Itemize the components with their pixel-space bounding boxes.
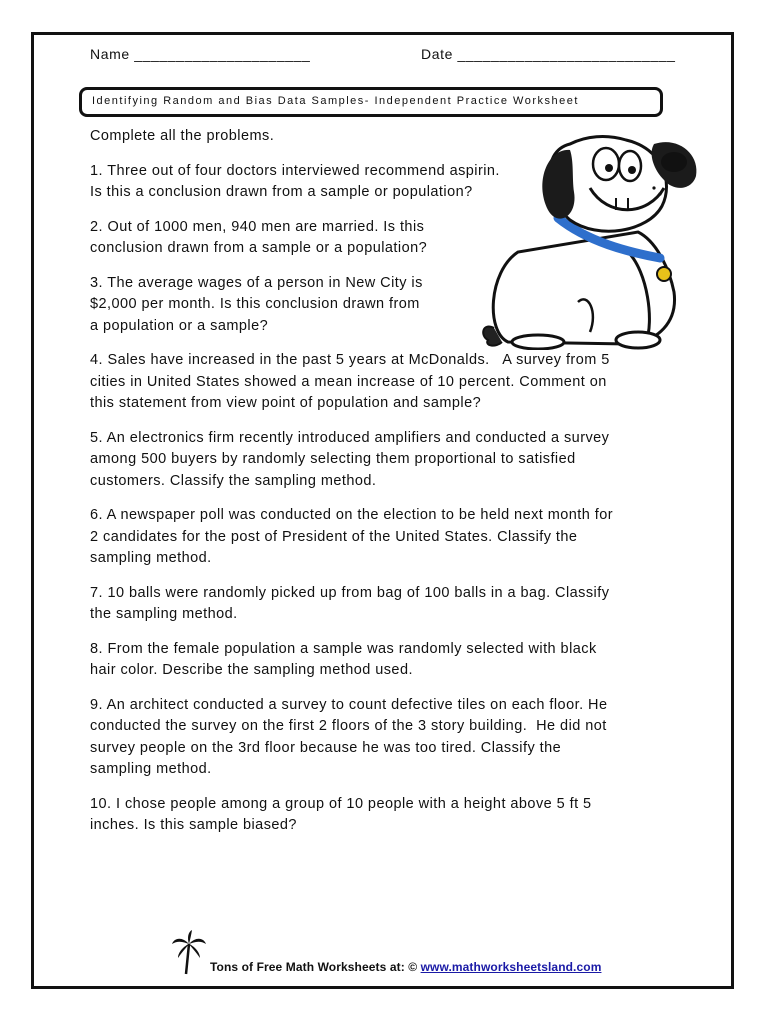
date-field [421, 46, 676, 62]
name-label: Name [90, 46, 130, 62]
problem-line: the sampling method. [90, 606, 238, 622]
problem-line: 2. Out of 1000 men, 940 men are married. Is this [90, 218, 425, 235]
problem-line: 9. An architect conducted a survey to count defective tiles on each floor. He [90, 696, 608, 713]
problem-line: $2,000 per month. Is this conclusion drawn from [90, 296, 420, 312]
footer-label: Tons of Free Math Worksheets at: © [210, 960, 421, 974]
problem-line: inches. Is this sample biased? [90, 817, 297, 833]
problem-line: conducted the survey on the first 2 floors of the 3 story building. He did not [90, 718, 607, 734]
name-field [90, 46, 310, 62]
problem-line: 4. Sales have increased in the past 5 years at McDonalds. A survey from 5 [90, 352, 610, 368]
footer-text [210, 960, 601, 974]
problem-line: among 500 buyers by randomly selecting them proportional to satisfied [90, 451, 576, 467]
problem-line: cities in United States showed a mean increase of 10 percent. Comment on [90, 373, 607, 390]
problem-line: sampling method. [90, 550, 212, 566]
problem-8 [90, 639, 680, 682]
problem-2 [90, 217, 475, 260]
problem-line: conclusion drawn from a sample or a population? [90, 240, 428, 256]
instructions: Complete all the problems. [90, 128, 275, 144]
problem-9 [90, 695, 680, 781]
problem-3 [90, 273, 475, 338]
problem-line: this statement from view point of population and sample? [90, 395, 482, 411]
problem-line: 6. A newspaper poll was conducted on the election to be held next month for [90, 507, 614, 523]
problem-line: 7. 10 balls were randomly picked up from bag of 100 balls in a bag. Classify [90, 584, 610, 601]
problem-line: 8. From the female population a sample was randomly selected with black [90, 640, 597, 657]
problem-line: 1. Three out of four doctors interviewed recommend aspirin. [90, 162, 500, 179]
cartoon-dog-icon [478, 132, 704, 350]
worksheet-title: Identifying Random and Bias Data Samples- Independent Practice Worksheet [79, 87, 663, 117]
website-link[interactable]: www.mathworksheetsland.com [420, 960, 602, 974]
problem-line: 10. I chose people among a group of 10 people with a height above 5 ft 5 [90, 795, 592, 812]
problem-6 [90, 505, 680, 570]
date-label: Date [421, 46, 453, 62]
problem-line: a population or a sample? [90, 317, 269, 334]
problem-line: sampling method. [90, 761, 212, 777]
footer [170, 930, 610, 976]
problem-line: 3. The average wages of a person in New City is [90, 274, 423, 291]
palm-tree-icon [170, 930, 208, 976]
problem-line: customers. Classify the sampling method. [90, 472, 377, 489]
problem-line: hair color. Describe the sampling method used. [90, 662, 413, 678]
problem-4 [90, 350, 680, 415]
problem-5 [90, 428, 680, 493]
problem-line: survey people on the 3rd floor because he was too tired. Classify the [90, 739, 562, 756]
problem-line: 2 candidates for the post of President of the United States. Classify the [90, 528, 578, 545]
name-blank: _____________________ [134, 46, 311, 62]
problem-10 [90, 794, 680, 837]
date-blank: __________________________ [457, 46, 676, 62]
problem-line: 5. An electronics firm recently introduced amplifiers and conducted a survey [90, 429, 610, 446]
problem-line: Is this a conclusion drawn from a sample or population? [90, 184, 473, 200]
problem-7 [90, 583, 680, 626]
